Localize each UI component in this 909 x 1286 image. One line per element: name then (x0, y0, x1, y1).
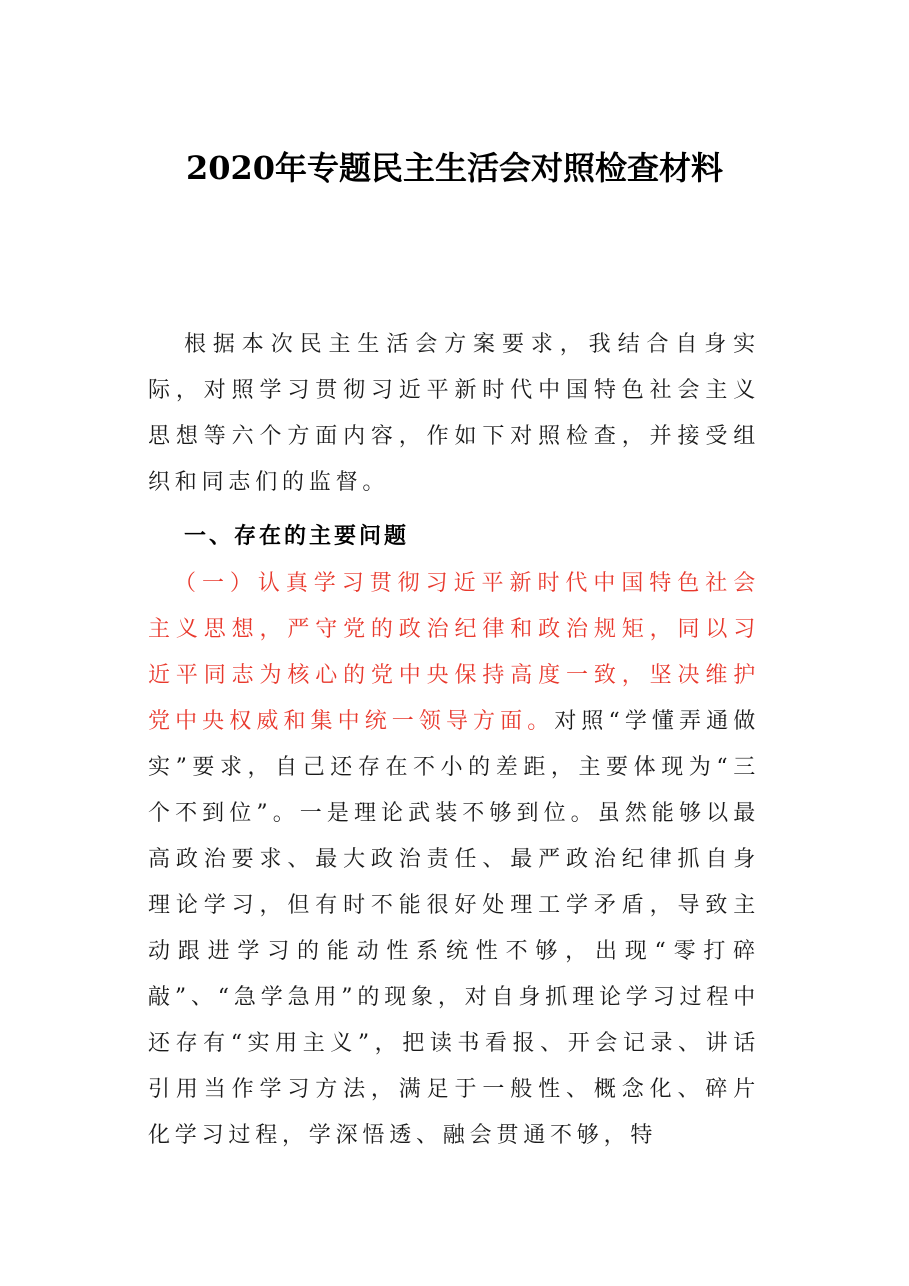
intro-paragraph: 根据本次民主生活会方案要求，我结合自身实际，对照学习贯彻习近平新时代中国特色社会主义思想等六个方面内容，作如下对照检查，并接受组织和同志们的监督。 (148, 332, 760, 495)
page-title: 2020年专题民主生活会对照检查材料 (185, 149, 724, 187)
section-heading: 一、存在的主要问题 (184, 524, 410, 549)
subsection-body: 对照“学懂弄通做实”要求，自己还存在不小的差距，主要体现为“三个不到位”。一是理论武装不够到位。虽然能够以最高政治要求、最大政治责任、最严政治纪律抓自身理论学习，但有时不能很好处理工学矛盾，导致主动跟进学习的能动性系统性不够，出现“零打碎敲”、“急学急用”的现象，对自身抓理论学习过程中还存有“实用主义”，把读书看报、开会记录、讲话引用当作学习方法，满足于一般性、概念化、碎片化学习过程，学深悟透、融会贯通不够，特 (148, 709, 760, 1148)
subsection-title: （一）认真学习贯彻习近平新时代中国特色社会主义思想，严守党的政治纪律和政治规矩，同以习近平同志为核心的党中央保持高度一致，坚决维护党中央权威和集中统一领导方面。 (148, 571, 760, 734)
subsection-paragraph (148, 561, 760, 1159)
